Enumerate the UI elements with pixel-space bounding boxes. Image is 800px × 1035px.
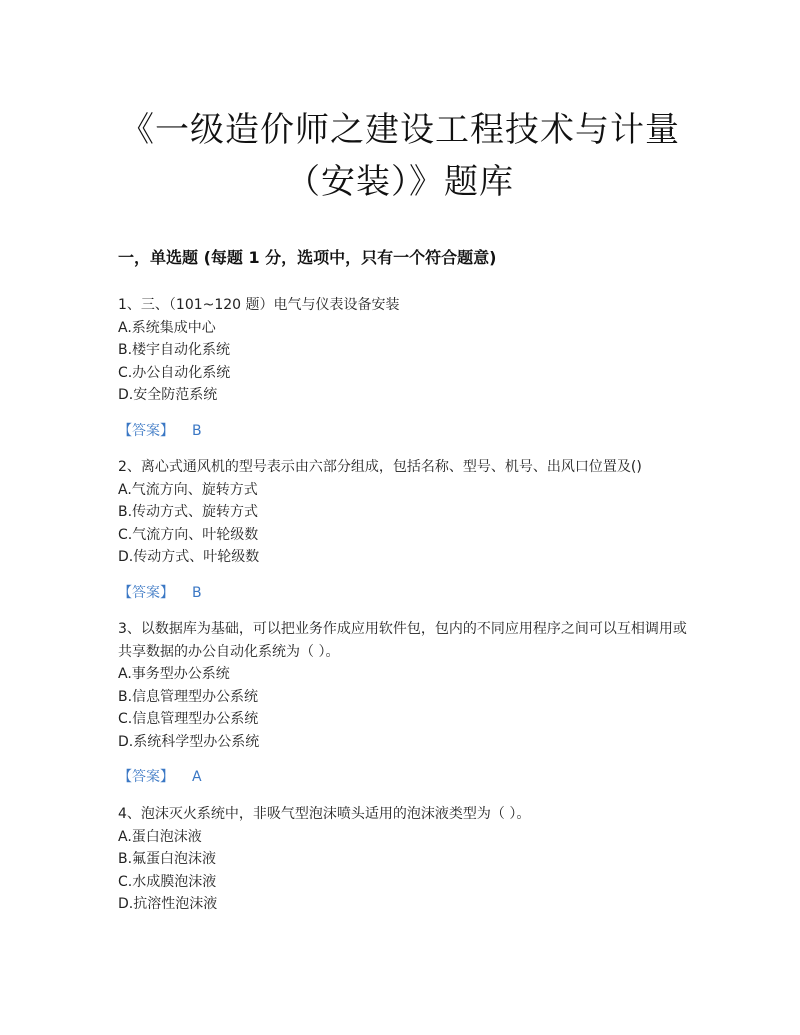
question-stem: 2、离心式通风机的型号表示由六部分组成，包括名称、型号、机号、出风口位置及() (118, 459, 642, 475)
option-b: B.楼宇自动化系统 (118, 342, 231, 358)
question-stem: 1、三、（101~120 题）电气与仪表设备安装 (118, 297, 400, 313)
option-c: C.信息管理型办公系统 (118, 711, 259, 727)
answer-label: 【答案】 (118, 584, 174, 601)
question-4 (118, 803, 698, 916)
question-3 (118, 618, 698, 788)
option-a: A.事务型办公系统 (118, 666, 230, 682)
answer-value: A (192, 769, 202, 785)
document-title-line-2: （安装）》题库 (286, 162, 514, 202)
answer-label: 【答案】 (118, 422, 174, 439)
question-stem: 3、以数据库为基础，可以把业务作成应用软件包，包内的不同应用程序之间可以互相调用或共享数据的办公自动化系统为（ ）。 (118, 621, 687, 660)
option-d: D.抗溶性泡沫液 (118, 896, 218, 912)
option-b: B.信息管理型办公系统 (118, 688, 259, 705)
section-heading: 一，单选题 (每题 1 分，选项中，只有一个符合题意) (118, 248, 497, 267)
answer-value: B (192, 422, 202, 439)
answer-value: B (192, 584, 202, 601)
option-d: D.安全防范系统 (118, 387, 218, 403)
answer-label: 【答案】 (118, 769, 174, 785)
option-b: B.氟蛋白泡沫液 (118, 851, 217, 867)
document-title-line-1: 《一级造价师之建设工程技术与计量 (120, 110, 680, 150)
question-2 (118, 456, 698, 604)
option-a: A.系统集成中心 (118, 319, 216, 336)
option-a: A.气流方向、旋转方式 (118, 481, 258, 498)
answer-line (118, 420, 698, 442)
option-c: C.气流方向、叶轮级数 (118, 526, 259, 543)
answer-line (118, 766, 698, 788)
answer-line (118, 582, 698, 604)
option-d: D.系统科学型办公系统 (118, 733, 260, 750)
option-c: C.办公自动化系统 (118, 364, 231, 381)
option-a: A.蛋白泡沫液 (118, 828, 202, 845)
option-d: D.传动方式、叶轮级数 (118, 549, 260, 565)
question-stem: 4、泡沫灭火系统中，非吸气型泡沫喷头适用的泡沫液类型为（ ）。 (118, 806, 531, 822)
option-c: C.水成膜泡沫液 (118, 873, 217, 890)
option-b: B.传动方式、旋转方式 (118, 504, 259, 520)
question-1 (118, 294, 698, 442)
